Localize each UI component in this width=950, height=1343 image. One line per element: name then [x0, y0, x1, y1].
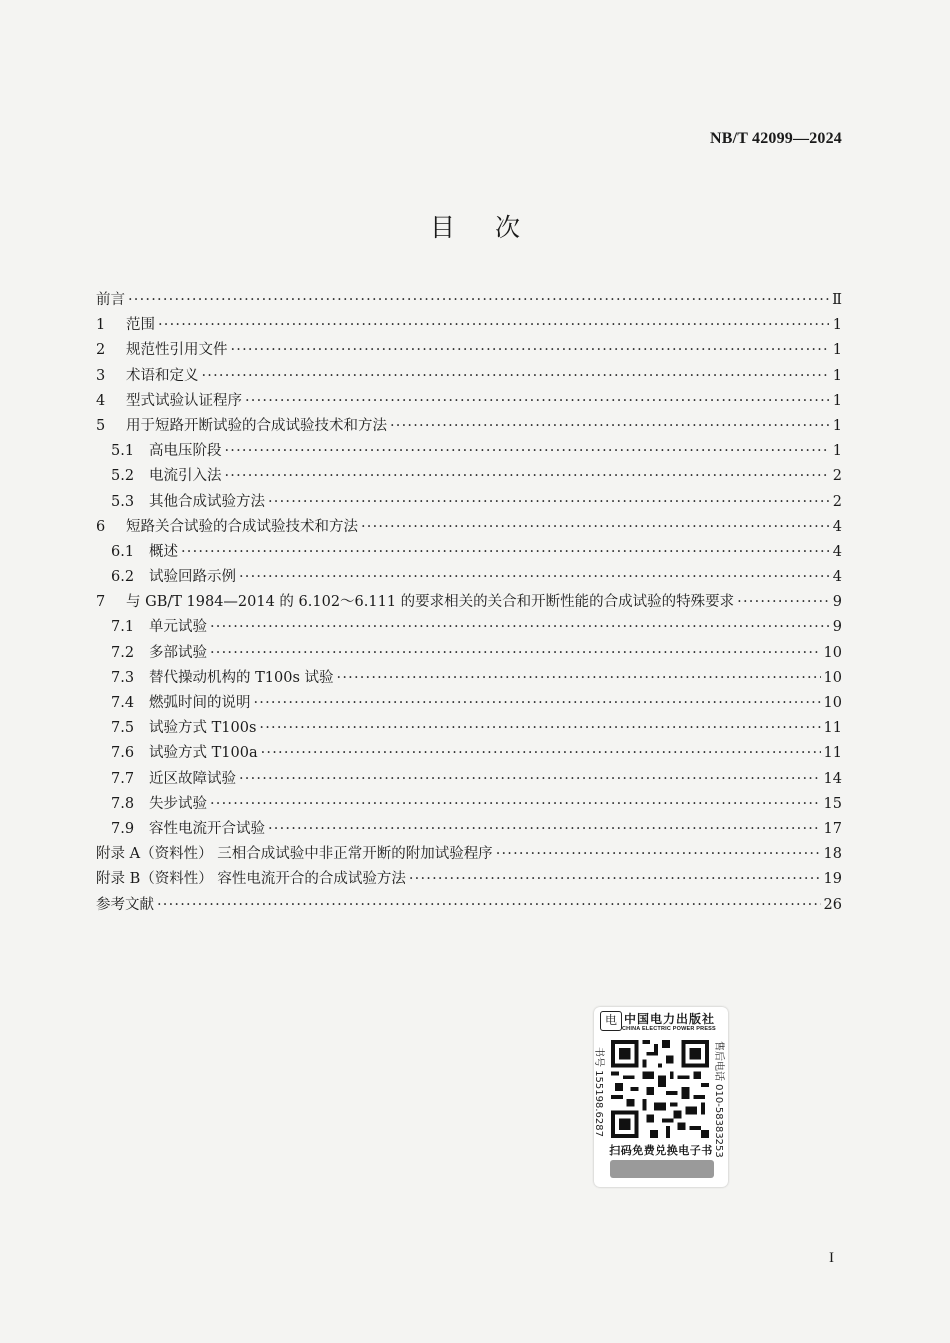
- toc-entry[interactable]: [96, 691, 842, 716]
- toc-entry-page: 1: [832, 417, 842, 434]
- toc-entry-number: 5.1: [111, 443, 135, 460]
- toc-entry-title: 失步试验: [149, 795, 207, 812]
- toc-entry[interactable]: [96, 615, 842, 640]
- toc-entry[interactable]: [96, 893, 842, 918]
- toc-entry-number: 2: [96, 342, 106, 359]
- toc-entry-number: 7.4: [111, 695, 135, 711]
- toc-entry[interactable]: [96, 414, 842, 439]
- toc-entry-number: 5.3: [111, 493, 135, 510]
- toc-entry-title: 试验方式 T100a: [149, 745, 258, 762]
- toc-entry-page: 10: [823, 669, 842, 686]
- toc-entry[interactable]: [96, 741, 842, 766]
- toc-entry-title: 与 GB/T 1984—2014 的 6.102～6.111 的要求相关的关合和开断性能的合成试验的特殊要求: [126, 594, 735, 611]
- toc-leader-dots: [254, 691, 821, 716]
- toc-entry-page: 1: [832, 317, 842, 334]
- toc-leader-dots: [361, 515, 829, 540]
- toc-entry-page: 1: [832, 392, 842, 409]
- toc-entry-page: 11: [823, 720, 842, 737]
- toc-entry-page: 15: [823, 795, 842, 812]
- toc-entry-page: 19: [823, 871, 842, 888]
- toc-leader-dots: [268, 490, 829, 515]
- toc-entry-title: 容性电流开合试验: [149, 820, 265, 837]
- toc-leader-dots: [239, 767, 821, 792]
- toc-entry-number: 7.7: [111, 770, 135, 787]
- toc-entry-number: 6.2: [111, 569, 135, 586]
- toc-entry-page: 18: [823, 846, 842, 863]
- toc-entry-number: 7.2: [111, 644, 135, 661]
- toc-leader-dots: [390, 414, 829, 439]
- scratch-code-strip[interactable]: [610, 1160, 714, 1178]
- toc-leader-dots: [210, 641, 821, 666]
- toc-entry[interactable]: [96, 338, 842, 363]
- publisher-logo-icon: 电: [600, 1011, 622, 1031]
- toc-entry-page: 2: [832, 493, 842, 510]
- toc-entry-page: 10: [823, 644, 842, 661]
- table-of-contents: [96, 288, 842, 918]
- toc-entry[interactable]: [96, 565, 842, 590]
- toc-entry-page: 17: [823, 820, 842, 837]
- toc-entry-page: 1: [832, 367, 842, 384]
- toc-entry-title: 试验回路示例: [149, 569, 236, 586]
- toc-entry-page: 1: [832, 342, 842, 359]
- toc-leader-dots: [268, 817, 821, 842]
- toc-entry-title: 燃弧时间的说明: [149, 695, 251, 711]
- toc-entry-title: 概述: [149, 543, 178, 560]
- toc-entry-page: 2: [832, 468, 842, 485]
- toc-entry-title: 短路关合试验的合成试验技术和方法: [126, 518, 358, 535]
- toc-entry-page: 9: [832, 619, 842, 636]
- toc-entry-number: 3: [96, 367, 106, 384]
- toc-entry-page: 14: [823, 770, 842, 787]
- toc-entry-title: 试验方式 T100s: [149, 720, 257, 737]
- toc-entry-title: 附录 B（资料性） 容性电流开合的合成试验方法: [96, 871, 406, 888]
- page-number: I: [829, 1250, 834, 1266]
- service-phone: 售后电话 010-58383253: [713, 1041, 724, 1158]
- toc-entry-number: 5.2: [111, 468, 135, 485]
- toc-leader-dots: [225, 464, 830, 489]
- toc-entry[interactable]: [96, 817, 842, 842]
- toc-entry[interactable]: [96, 666, 842, 691]
- ebook-redeem-sticker: [594, 1007, 728, 1187]
- book-number: 书号 155198.6287: [593, 1047, 604, 1137]
- toc-entry-page: 1: [832, 443, 842, 460]
- toc-leader-dots: [239, 565, 829, 590]
- toc-entry-title: 前言: [96, 292, 125, 308]
- toc-entry-number: 7.1: [111, 619, 135, 636]
- toc-entry-title: 多部试验: [149, 644, 207, 661]
- toc-entry[interactable]: [96, 867, 842, 892]
- toc-entry[interactable]: [96, 364, 842, 389]
- toc-entry-page: 4: [832, 518, 842, 535]
- toc-entry[interactable]: [96, 716, 842, 741]
- toc-entry[interactable]: [96, 590, 842, 615]
- toc-entry[interactable]: [96, 313, 842, 338]
- toc-leader-dots: [181, 540, 829, 565]
- toc-leader-dots: [210, 792, 821, 817]
- toc-leader-dots: [337, 666, 821, 691]
- toc-leader-dots: [128, 288, 829, 313]
- toc-entry[interactable]: [96, 464, 842, 489]
- toc-entry-number: 4: [96, 392, 106, 409]
- toc-entry-title: 替代操动机构的 T100s 试验: [149, 669, 334, 686]
- toc-entry[interactable]: [96, 540, 842, 565]
- toc-entry-title: 近区故障试验: [149, 770, 236, 787]
- toc-entry-number: 5: [96, 417, 106, 434]
- standard-number: NB/T 42099—2024: [709, 130, 842, 147]
- toc-leader-dots: [158, 313, 829, 338]
- toc-entry-number: 7: [96, 594, 106, 611]
- publisher-name-en: CHINA ELECTRIC POWER PRESS: [622, 1026, 716, 1032]
- scan-redeem-text: 扫码免费兑换电子书: [609, 1144, 713, 1157]
- toc-leader-dots: [409, 867, 821, 892]
- toc-entry-page: 9: [832, 594, 842, 611]
- toc-entry-title: 范围: [126, 317, 155, 334]
- toc-entry-title: 术语和定义: [126, 367, 199, 384]
- toc-entry-title: 其他合成试验方法: [149, 493, 265, 510]
- toc-entry[interactable]: [96, 767, 842, 792]
- toc-entry-number: 1: [96, 317, 106, 334]
- toc-leader-dots: [202, 364, 830, 389]
- toc-entry-title: 参考文献: [96, 896, 154, 913]
- toc-entry[interactable]: [96, 490, 842, 515]
- toc-leader-dots: [737, 590, 829, 615]
- toc-entry[interactable]: [96, 792, 842, 817]
- toc-entry[interactable]: [96, 641, 842, 666]
- toc-entry-page: 10: [823, 695, 842, 711]
- publisher-name-cn: 中国电力出版社: [624, 1012, 716, 1026]
- toc-leader-dots: [259, 716, 820, 741]
- toc-title: 目次: [429, 213, 560, 242]
- toc-entry-title: 电流引入法: [149, 468, 222, 485]
- toc-entry-page: Ⅱ: [832, 292, 842, 308]
- toc-entry-title: 用于短路开断试验的合成试验技术和方法: [126, 417, 387, 434]
- toc-entry-page: 26: [823, 896, 842, 913]
- toc-entry[interactable]: [96, 288, 842, 313]
- toc-leader-dots: [496, 842, 821, 867]
- toc-leader-dots: [231, 338, 830, 363]
- toc-entry-page: 4: [832, 569, 842, 586]
- toc-leader-dots: [225, 439, 830, 464]
- toc-leader-dots: [261, 741, 821, 766]
- toc-entry-title: 单元试验: [149, 619, 207, 636]
- toc-entry-number: 7.3: [111, 669, 135, 686]
- toc-entry-number: 7.9: [111, 820, 135, 837]
- toc-entry-page: 11: [823, 745, 842, 762]
- toc-leader-dots: [157, 893, 821, 918]
- toc-entry-title: 规范性引用文件: [126, 342, 228, 359]
- toc-leader-dots: [210, 615, 829, 640]
- toc-leader-dots: [245, 389, 829, 414]
- toc-entry-title: 高电压阶段: [149, 443, 222, 460]
- toc-entry-title: 型式试验认证程序: [126, 392, 242, 409]
- toc-entry-title: 附录 A（资料性） 三相合成试验中非正常开断的附加试验程序: [96, 846, 493, 863]
- toc-entry-number: 6.1: [111, 543, 135, 560]
- toc-entry-number: 7.5: [111, 720, 135, 737]
- toc-entry-number: 7.8: [111, 795, 135, 812]
- toc-entry-number: 6: [96, 518, 106, 535]
- toc-entry[interactable]: [96, 842, 842, 867]
- toc-entry[interactable]: [96, 515, 842, 540]
- qr-code-icon[interactable]: [611, 1040, 709, 1138]
- toc-entry-page: 4: [832, 543, 842, 560]
- toc-entry[interactable]: [96, 439, 842, 464]
- toc-entry-number: 7.6: [111, 745, 135, 762]
- toc-entry[interactable]: [96, 389, 842, 414]
